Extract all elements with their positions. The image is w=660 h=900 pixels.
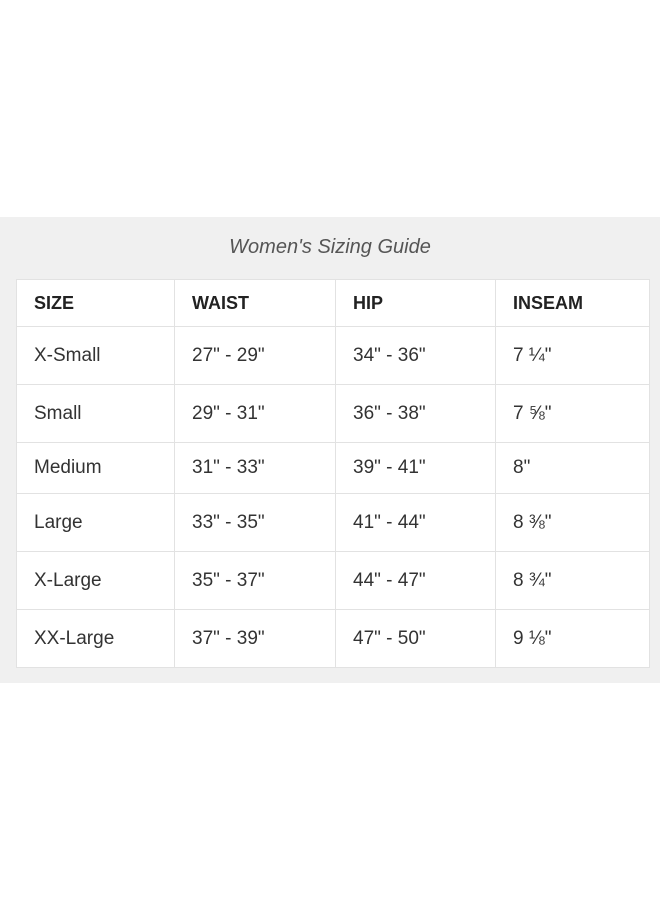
hip-cell: 41" - 44" [336, 494, 496, 552]
waist-cell: 35" - 37" [175, 552, 336, 610]
hip-cell: 34" - 36" [336, 327, 496, 385]
inseam-cell: 8 ⅜" [496, 494, 650, 552]
table-row [17, 610, 650, 668]
table-row [17, 552, 650, 610]
inseam-cell: 9 ⅛" [496, 610, 650, 668]
header-size: SIZE [17, 280, 175, 327]
size-cell: Medium [17, 443, 175, 494]
table-row [17, 327, 650, 385]
waist-cell: 31" - 33" [175, 443, 336, 494]
table-row [17, 494, 650, 552]
table-row [17, 385, 650, 443]
hip-cell: 36" - 38" [336, 385, 496, 443]
waist-cell: 33" - 35" [175, 494, 336, 552]
hip-cell: 44" - 47" [336, 552, 496, 610]
inseam-cell: 7 ¼" [496, 327, 650, 385]
table-caption: Women's Sizing Guide [229, 236, 431, 258]
header-hip: HIP [336, 280, 496, 327]
size-cell: Small [17, 385, 175, 443]
hip-cell: 47" - 50" [336, 610, 496, 668]
header-row [17, 280, 650, 327]
inseam-cell: 7 ⅝" [496, 385, 650, 443]
sizing-table [16, 279, 650, 668]
size-cell: X-Large [17, 552, 175, 610]
table-row [17, 443, 650, 494]
header-waist: WAIST [175, 280, 336, 327]
waist-cell: 29" - 31" [175, 385, 336, 443]
waist-cell: 37" - 39" [175, 610, 336, 668]
sizing-guide-panel [0, 217, 660, 683]
inseam-cell: 8" [496, 443, 650, 494]
inseam-cell: 8 ¾" [496, 552, 650, 610]
waist-cell: 27" - 29" [175, 327, 336, 385]
hip-cell: 39" - 41" [336, 443, 496, 494]
size-cell: Large [17, 494, 175, 552]
header-inseam: INSEAM [496, 280, 650, 327]
size-cell: XX-Large [17, 610, 175, 668]
size-cell: X-Small [17, 327, 175, 385]
